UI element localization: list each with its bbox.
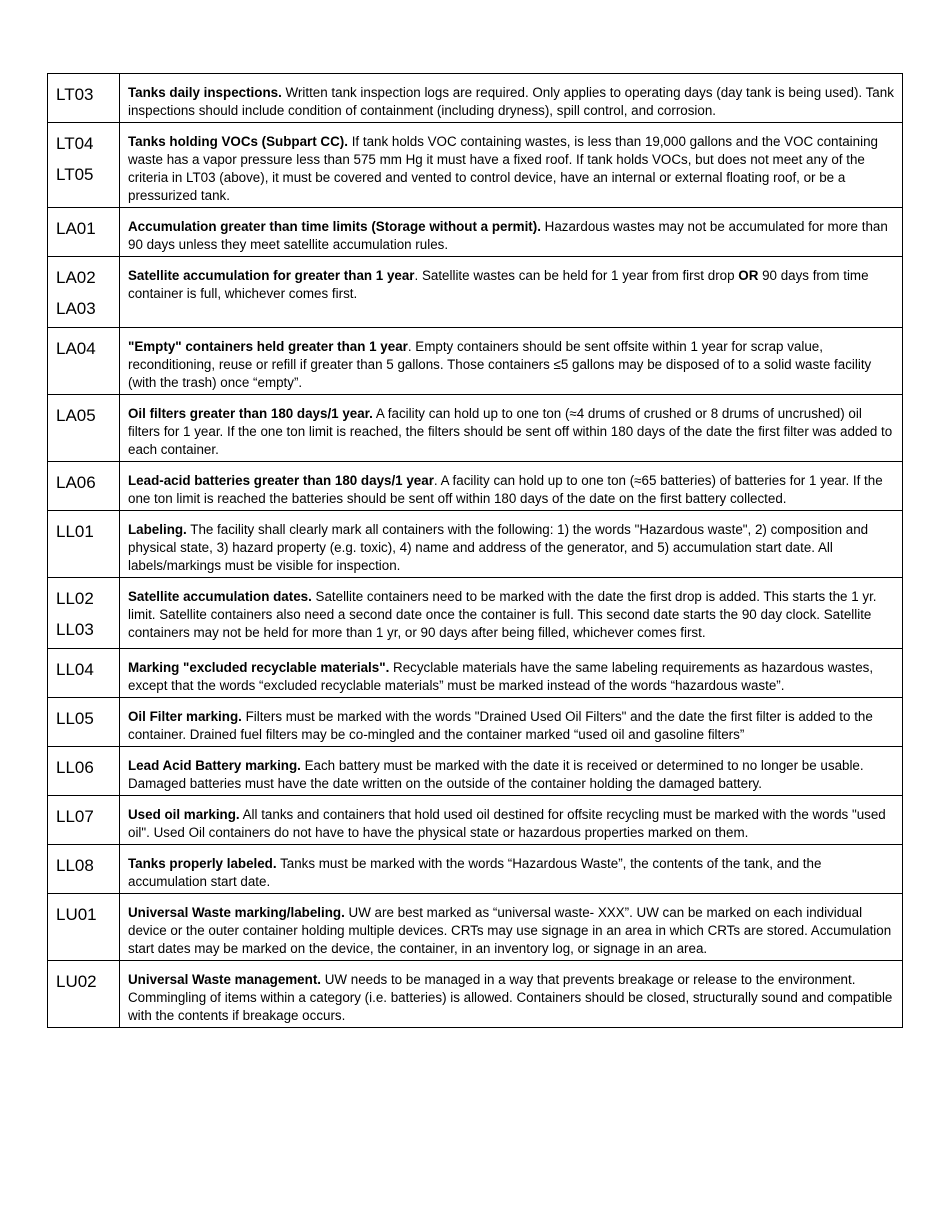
item-text: Tanks must be marked with the words “Hazardous Waste”, the contents of the tank, and the accumulation start date. [128,856,822,889]
table-row [48,462,903,511]
item-code: LA03 [56,299,96,318]
item-heading: Labeling. [128,522,187,537]
item-code-cell [48,257,120,328]
item-description-cell [120,395,903,462]
item-description-cell [120,845,903,894]
item-description-cell [120,649,903,698]
item-text: Filters must be marked with the words "Drained Used Oil Filters" and the date the first filter is added to the container. Drained fuel filters may be co-mingled and the container marked “used oil and gasoline filters” [128,709,873,742]
table-row [48,74,903,123]
item-code: LA01 [56,219,96,238]
item-code-cell [48,123,120,208]
requirements-table [47,73,903,1028]
item-code: LU02 [56,972,97,991]
item-description-cell [120,698,903,747]
table-row [48,328,903,395]
item-code-cell [48,511,120,578]
item-code-cell [48,208,120,257]
item-heading: Tanks properly labeled. [128,856,277,871]
item-emphasis: OR [738,268,759,283]
table-row [48,747,903,796]
item-description-cell [120,123,903,208]
item-text: The facility shall clearly mark all containers with the following: 1) the words "Hazardous waste", 2) composition and physical state, 3) hazard property (e.g. toxic), 4) name and address of the generator, and 5) accumulation start date. All labels/markings must be visible for inspection. [128,522,869,573]
item-heading: Accumulation greater than time limits (Storage without a permit). [128,219,541,234]
item-code-cell [48,698,120,747]
item-text: . A facility can hold up to one ton (≈65 batteries) of batteries for 1 year. If the one ton limit is reached the batteries should be sent off within 180 days of the date on the first battery collected. [128,473,883,506]
item-heading: Marking "excluded recyclable materials". [128,660,390,675]
item-heading: Universal Waste management. [128,972,321,987]
item-text: Written tank inspection logs are required. Only applies to operating days (day tank is being used). Tank inspections should include condition of containment (including dryness), spill control, and corrosion. [128,85,894,118]
item-description-cell [120,894,903,961]
item-text: A facility can hold up to one ton (≈4 drums of crushed or 8 drums of uncrushed) oil filters for 1 year. If the one ton limit is reached, the filters should be sent off within 180 days of the date the first filter was added to each container. [128,406,893,457]
table-row [48,796,903,845]
item-code-cell [48,395,120,462]
item-heading: Satellite accumulation dates. [128,589,312,604]
item-text: . Satellite wastes can be held for 1 year from first drop [414,268,739,283]
item-description-cell [120,257,903,328]
item-code: LL08 [56,856,94,875]
item-heading: Tanks holding VOCs (Subpart CC). [128,134,348,149]
table-row [48,123,903,208]
item-text: . Empty containers should be sent offsite within 1 year for scrap value, reconditioning, reuse or refill if greater than 5 gallons. Those containers ≤5 gallons may be disposed of to a solid waste facility (with the trash) once “empty”. [128,339,872,390]
item-description-cell [120,578,903,649]
requirements-table-body [48,74,903,1028]
item-code-cell [48,796,120,845]
item-code: LA04 [56,339,96,358]
item-description-cell [120,74,903,123]
table-row [48,894,903,961]
item-text: UW are best marked as “universal waste- XXX”. UW can be marked on each individual device or the outer container holding multiple devices. CRTs may use signage in an area in which CRTs are stored. Accumulation start dates may be marked on the device, the container, in an inventory log, or signage in an area. [128,905,892,956]
item-description-cell [120,747,903,796]
table-row [48,961,903,1028]
item-heading: Tanks daily inspections. [128,85,282,100]
item-code: LL02 [56,589,94,608]
item-code-cell [48,894,120,961]
item-description-cell [120,462,903,511]
item-code: LL01 [56,522,94,541]
item-code-cell [48,74,120,123]
item-heading: Oil Filter marking. [128,709,242,724]
item-text: If tank holds VOC containing wastes, is less than 19,000 gallons and the VOC containing waste has a vapor pressure less than 575 mm Hg it must have a fixed roof. If tank holds VOCs, but does not meet any of the criteria in LT03 (above), it must be covered and vented to control device, have an internal or external floating roof, or be a pressurized tank. [128,134,878,203]
table-row [48,257,903,328]
item-text: All tanks and containers that hold used oil destined for offsite recycling must be marked with the words "used oil". Used Oil containers do not have to have the physical state or hazardous properties marked on them. [128,807,886,840]
item-text-continued: 90 days from time container is full, whichever comes first. [128,268,869,301]
item-heading: Universal Waste marking/labeling. [128,905,345,920]
item-description-cell [120,961,903,1028]
item-code-cell [48,462,120,511]
item-text: Recyclable materials have the same labeling requirements as hazardous wastes, except that the words “excluded recyclable materials” must be marked instead of the words “hazardous waste”. [128,660,874,693]
item-code: LL07 [56,807,94,826]
item-code-cell [48,328,120,395]
item-code: LA02 [56,268,96,287]
item-code: LU01 [56,905,97,924]
item-code: LL05 [56,709,94,728]
item-code-cell [48,747,120,796]
item-description-cell [120,328,903,395]
item-text: UW needs to be managed in a way that prevents breakage or release to the environment. Commingling of items within a category (i.e. batteries) is allowed. Containers should be closed, structurally sound and compatible with the contents if breakage occurs. [128,972,893,1023]
item-code-cell [48,845,120,894]
item-heading: "Empty" containers held greater than 1 year [128,339,408,354]
item-heading: Oil filters greater than 180 days/1 year. [128,406,373,421]
item-code-cell [48,649,120,698]
item-code: LL04 [56,660,94,679]
item-description-cell [120,796,903,845]
item-description-cell [120,511,903,578]
item-heading: Lead Acid Battery marking. [128,758,301,773]
item-code: LL06 [56,758,94,777]
table-row [48,845,903,894]
item-code: LA05 [56,406,96,425]
table-row [48,511,903,578]
item-text: Satellite containers need to be marked with the date the first drop is added. This starts the 1 yr. limit. Satellite containers also need a second date once the container is full. This second date starts the 90 day clock. Satellite containers may not be held for more than 1 yr, or 90 days after being filled, whichever comes first. [128,589,877,640]
item-code-cell [48,961,120,1028]
item-code: LA06 [56,473,96,492]
item-code: LT05 [56,165,94,184]
table-row [48,395,903,462]
item-code-cell [48,578,120,649]
table-row [48,578,903,649]
table-row [48,649,903,698]
item-heading: Satellite accumulation for greater than 1 year [128,268,415,283]
item-description-cell [120,208,903,257]
table-row [48,208,903,257]
item-code: LT04 [56,134,94,153]
item-text: Hazardous wastes may not be accumulated for more than 90 days unless they meet satellite accumulation rules. [128,219,888,252]
item-heading: Used oil marking. [128,807,240,822]
item-code: LT03 [56,85,94,104]
table-row [48,698,903,747]
item-heading: Lead-acid batteries greater than 180 days/1 year [128,473,434,488]
item-text: Each battery must be marked with the date it is received or determined to no longer be usable. Damaged batteries must have the date written on the outside of the container holding the damaged battery. [128,758,864,791]
item-code: LL03 [56,620,94,639]
